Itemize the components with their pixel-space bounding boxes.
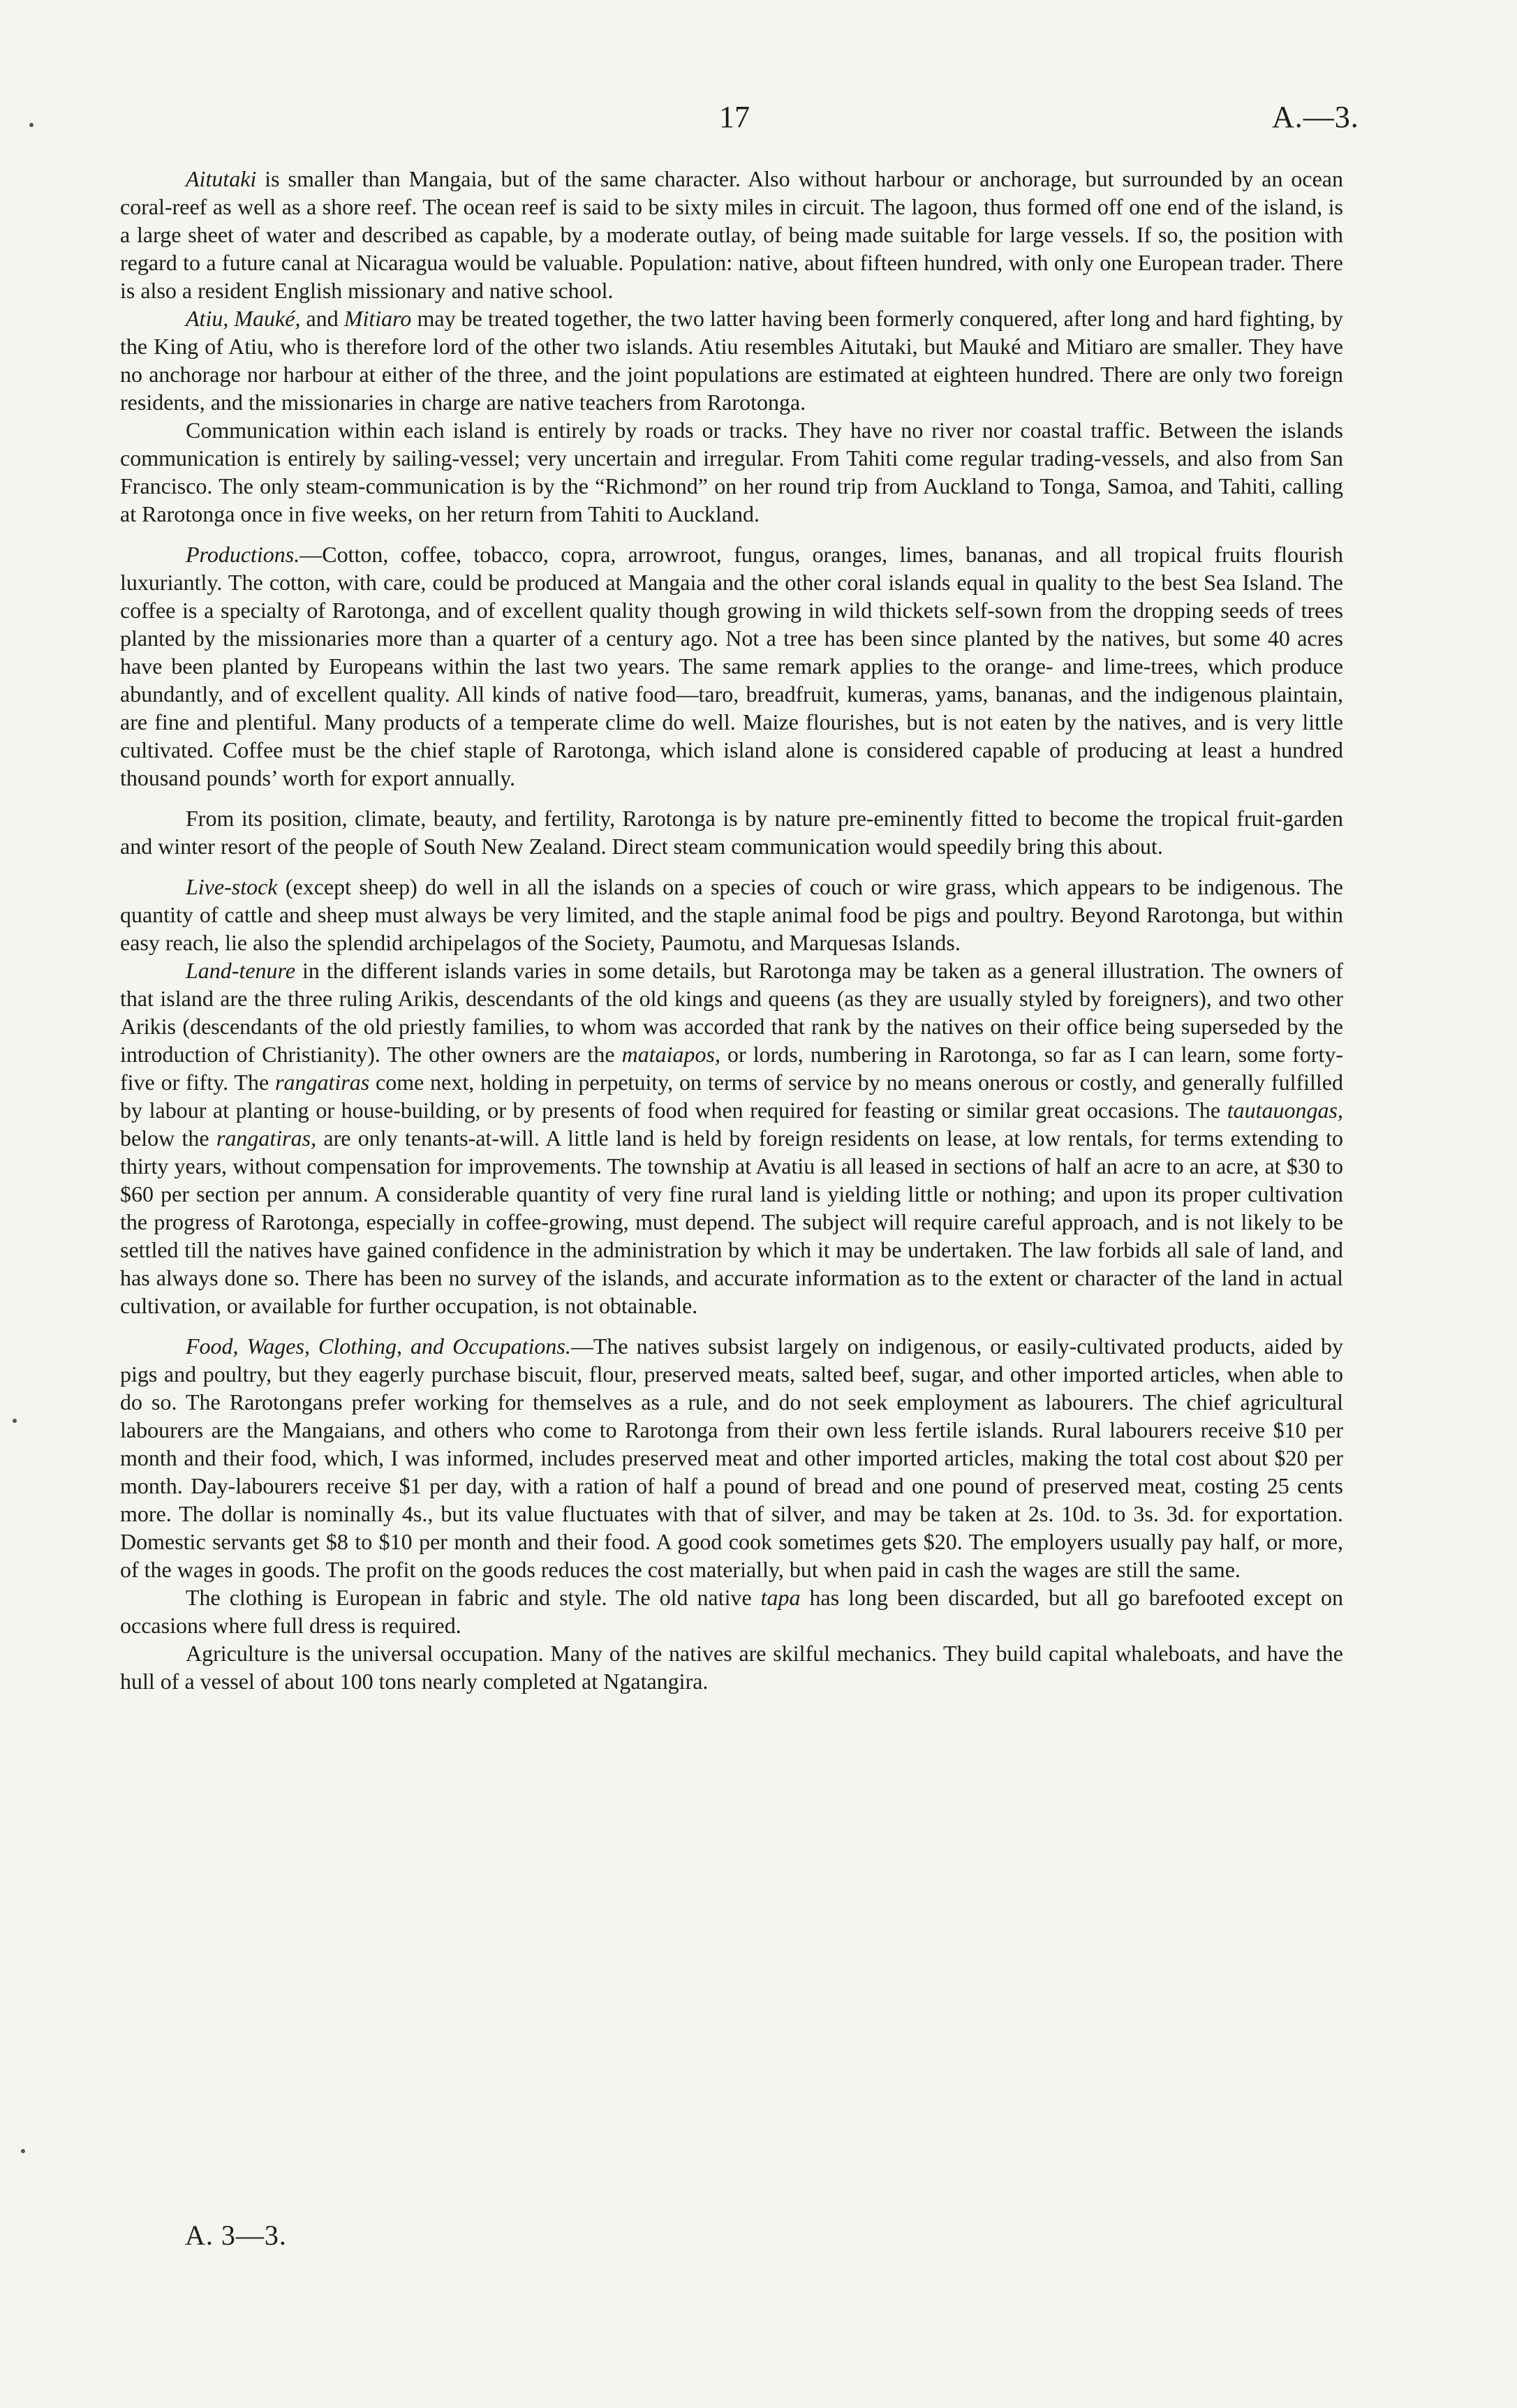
paragraph-text: (except sheep) do well in all the islands on a species of couch or wire grass, which appears to be indigenous. The quantity of cattle and sheep must always be very limited, and the staple animal food be pigs and poultry. Beyond Rarotonga, but within easy reach, lie also the splendid archipelagos of the Society, Paumotu, and Marquesas Islands. [120, 874, 1343, 955]
scan-speck [13, 1419, 17, 1423]
paragraph-land-tenure [120, 956, 1343, 1320]
scan-speck [29, 123, 34, 127]
paragraph-lead: Atiu, Mauké, [186, 306, 301, 331]
paragraph-lead: Productions. [186, 542, 300, 567]
paragraph-text: come next, holding in perpetuity, on terms of service by no means onerous or costly, and generally fulfilled by labour at planting or house-building, or by presents of food when required for feasting or similar great occasions. The [120, 1070, 1344, 1123]
paragraph-term: rangatiras, [216, 1125, 317, 1151]
paragraph-text: below the [120, 1125, 216, 1151]
paragraph-term: tautauongas, [1227, 1098, 1343, 1123]
paragraph-text: has long been discarded, but all go barefooted except on occasions where full dress is required. [120, 1585, 1344, 1638]
paragraph-text: in the different islands varies in some details, but Rarotonga may be taken as a general illustration. The owners of that island are the three ruling Arikis, descendants of the old kings and queens (as they are usually styled by foreigners), and two other Arikis (descendants of the old priestly families, to whom was accorded that rank by the natives on their office being superseded by the introduction of Christianity). The other owners are the [120, 958, 1343, 1067]
paragraph-atiu [120, 304, 1343, 416]
paragraph-text: may be treated together, the two latter having been formerly conquered, after long and hard fighting, by the King of Atiu, who is therefore lord of the other two islands. Atiu resembles Aitutaki, but Mauké and Mitiaro are smaller. They have no anchorage nor harbour at either of the three, and the joint populations are estimated at eighteen hundred. There are only two foreign residents, and the missionaries in charge are native teachers from Rarotonga. [120, 306, 1344, 415]
paragraph-term: rangatiras [275, 1070, 370, 1095]
paragraph-food-wages [120, 1332, 1343, 1583]
paragraph-text: From its position, climate, beauty, and fertility, Rarotonga is by nature pre-eminently fitted to become the tropical fruit-garden and winter resort of the people of South New Zealand. Direct steam communication would speedily bring this about. [120, 806, 1343, 859]
paragraph-text: The clothing is European in fabric and style. The old native [186, 1585, 761, 1610]
page-header [0, 96, 1517, 138]
footer-signature: A. 3—3. [185, 2219, 287, 2251]
paragraph-lead: Aitutaki [186, 166, 257, 191]
paragraph-productions [120, 540, 1343, 792]
scan-speck [21, 2149, 25, 2153]
paragraph-text: Communication within each island is entirely by roads or tracks. They have no river nor coastal traffic. Between the islands communication is entirely by sailing-vessel; very uncertain and irregular. From Tahiti come regular trading-vessels, and also from San Francisco. The only steam-communication is by the “Richmond” on her round trip from Auckland to Tonga, Samoa, and Tahiti, calling at Rarotonga once in five weeks, on her return from Tahiti to Auckland. [120, 418, 1343, 526]
paragraph-lead: Live-stock [186, 874, 278, 899]
paragraph-text: or lords, numbering in Rarotonga, so far as I can learn, some forty-five or fifty. The [120, 1042, 1344, 1095]
paragraph-clothing [120, 1583, 1343, 1639]
paragraph-text: —The natives subsist largely on indigenous, or easily-cultivated products, aided by pigs and poultry, but they eagerly purchase biscuit, flour, preserved meats, salted beef, sugar, and other imported articles, when able to do so. The Rarotongans prefer working for themselves as a rule, and do not seek employment as labourers. The chief agricultural labourers are the Mangaians, and others who come to Rarotonga from their own less fertile islands. Rural labourers receive $10 per month and their food, which, I was informed, includes preserved meat and other imported articles, making the total cost about $20 per month. Day-labourers receive $1 per day, with a ration of half a pound of bread and one pound of preserved meat, costing 25 cents more. The dollar is nominally 4s., but its value fluctuates with that of silver, and may be taken at 2s. 10d. to 3s. 3d. for exportation. Domestic servants get $8 to $10 per month and their food. A good cook sometimes gets $20. The employers usually pay half, or more, of the wages in goods. The profit on the goods reduces the cost materially, but when paid in cash the wages are still the same. [120, 1334, 1344, 1582]
paragraph-live-stock [120, 873, 1343, 956]
paragraph-position [120, 804, 1343, 860]
document-reference: A.—3. [1272, 100, 1359, 134]
paragraph-lead: Land-tenure [186, 958, 296, 983]
paragraph-text: —Cotton, coffee, tobacco, copra, arrowroot, fungus, oranges, limes, bananas, and all tropical fruits flourish luxuriantly. The cotton, with care, could be produced at Mangaia and the other coral islands equal in quality to the best Sea Island. The coffee is a specialty of Rarotonga, and of excellent quality though growing in wild thickets self-sown from the dropping seeds of trees planted by the missionaries more than a quarter of a century ago. Not a tree has been since planted by the natives, but some 40 acres have been planted by Europeans within the last two years. The same remark applies to the orange- and lime-trees, which produce abundantly, and of excellent quality. All kinds of native food—taro, breadfruit, kumeras, yams, bananas, and the indigenous plaintain, are fine and plentiful. Many products of a temperate clime do well. Maize flourishes, but is not eaten by the natives, and is very little cultivated. Coffee must be the chief staple of Rarotonga, which island alone is considered capable of producing at least a hundred thousand pounds’ worth for export annually. [120, 542, 1343, 790]
paragraph-text: are only tenants-at-will. A little land is held by foreign residents on lease, at low rentals, for terms extending to thirty years, without compensation for improvements. The township at Avatiu is all leased in sections of half an acre to an acre, at $30 to $60 per section per annum. A considerable quantity of very fine rural land is yielding little or nothing; and upon its proper cultivation the progress of Rarotonga, especially in coffee-growing, must depend. The subject will require careful approach, and is not likely to be settled till the natives have gained confidence in the administration by which it may be undertaken. The law forbids all sale of land, and has always done so. There has been no survey of the islands, and accurate information as to the extent or character of the land in actual cultivation, or available for further occupation, is not obtainable. [120, 1125, 1344, 1318]
paragraph-aitutaki [120, 165, 1343, 304]
paragraph-lead: Food, Wages, Clothing, and Occupations. [186, 1334, 571, 1359]
paragraph-text: is smaller than Mangaia, but of the same character. Also without harbour or anchorage, but surrounded by an ocean coral-reef as well as a shore reef. The ocean reef is said to be sixty miles in circuit. The lagoon, thus formed off one end of the island, is a large sheet of water and described as capable, by a moderate outlay, of being made suitable for large vessels. If so, the position with regard to a future canal at Nicaragua would be valuable. Population: native, about fifteen hundred, with only one European trader. There is also a resident English missionary and native school. [120, 166, 1343, 303]
paragraph-term: tapa [760, 1585, 801, 1610]
paragraph-agriculture [120, 1639, 1343, 1695]
paragraph-text: and [300, 306, 344, 331]
page-number: 17 [719, 100, 750, 134]
paragraph-lead: Mitiaro [343, 306, 412, 331]
paragraph-text: Agriculture is the universal occupation. Many of the natives are skilful mechanics. They build capital whaleboats, and have the hull of a vessel of about 100 tons nearly completed at Ngatangira. [120, 1641, 1343, 1694]
paragraph-communication [120, 416, 1343, 528]
document-body [120, 165, 1343, 1695]
paragraph-term: mataiapos, [621, 1042, 720, 1067]
